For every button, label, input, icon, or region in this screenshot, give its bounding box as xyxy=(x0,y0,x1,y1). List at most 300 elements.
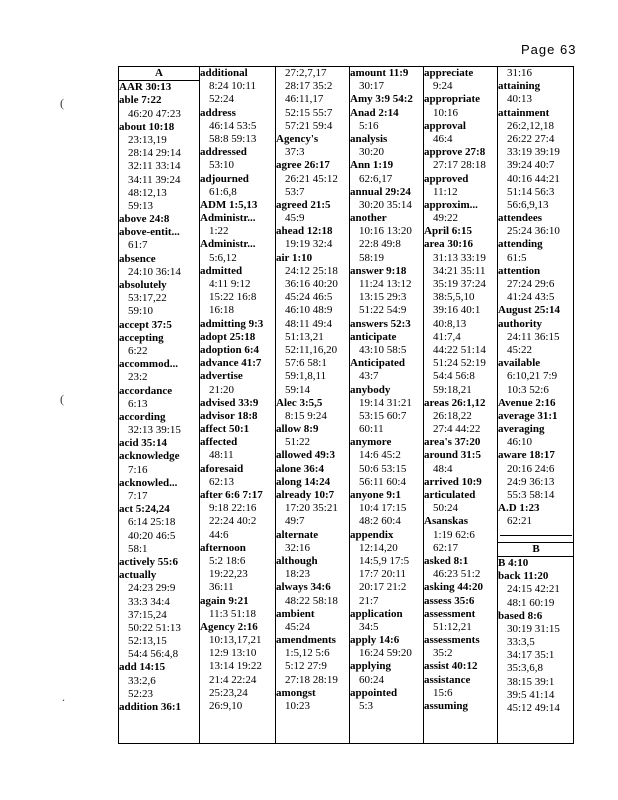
index-reference: 45:24 46:5 xyxy=(285,291,333,304)
page-number: Page 63 xyxy=(521,42,577,57)
index-term: Ann 1:19 xyxy=(350,159,394,172)
index-reference: 59:13 xyxy=(128,199,154,212)
index-term: amount 11:9 xyxy=(350,67,409,79)
index-term: addressed xyxy=(200,146,247,159)
index-term: allow 8:9 xyxy=(276,423,319,436)
index-term: addition 36:1 xyxy=(119,701,182,713)
index-reference: 57:6 58:1 xyxy=(285,357,327,370)
index-reference: 51:13,21 xyxy=(285,330,324,343)
index-reference: 7:17 xyxy=(128,490,148,502)
index-reference: 50:22 51:13 xyxy=(128,621,181,634)
index-reference: 24:12 25:18 xyxy=(285,264,338,277)
index-reference: 27:4 44:22 xyxy=(433,423,481,436)
index-term: adoption 6:4 xyxy=(200,343,259,356)
index-reference: 12:9 13:10 xyxy=(209,647,257,660)
index-term: absence xyxy=(119,252,156,265)
index-term: Agency's xyxy=(276,132,319,145)
index-term: ahead 12:18 xyxy=(276,225,333,238)
index-reference: 59:10 xyxy=(128,305,154,318)
index-reference: 54:4 56:4,8 xyxy=(128,648,179,661)
index-reference: 19:22,23 xyxy=(209,568,248,581)
index-term: another xyxy=(350,212,387,225)
index-reference: 44:6 xyxy=(209,528,229,541)
index-term: add 14:15 xyxy=(119,661,166,674)
index-term: assessments xyxy=(424,634,480,647)
index-reference: 62:17 xyxy=(433,541,459,554)
index-reference: 33:19 39:19 xyxy=(507,146,560,159)
index-term: average 31:1 xyxy=(498,409,558,422)
index-term: according xyxy=(119,410,166,423)
index-reference: 39:24 40:7 xyxy=(507,159,555,172)
index-term: act 5:24,24 xyxy=(119,503,170,516)
index-reference: 21:7 xyxy=(359,594,379,607)
index-reference: 10:3 52:6 xyxy=(507,383,549,396)
index-reference: 51:22 xyxy=(285,436,311,449)
index-column xyxy=(275,67,350,743)
index-reference: 10:4 17:15 xyxy=(359,502,407,515)
index-reference: 35:2 xyxy=(433,647,453,660)
index-reference: 46:10 48:9 xyxy=(285,304,333,317)
index-reference: 35:3,6,8 xyxy=(507,662,544,675)
index-reference: 46:14 53:5 xyxy=(209,119,257,132)
index-term: attending xyxy=(498,238,543,251)
margin-mark: ( xyxy=(60,96,64,110)
index-reference: 61:6,8 xyxy=(209,185,237,198)
index-reference: 51:14 56:3 xyxy=(507,185,555,198)
index-term: Amy 3:9 54:2 xyxy=(350,93,413,106)
index-reference: 39:16 40:1 xyxy=(433,304,481,317)
index-reference: 10:13,17,21 xyxy=(209,634,262,647)
index-term: allowed 49:3 xyxy=(276,449,335,462)
index-reference: 48:22 58:18 xyxy=(285,594,338,607)
index-reference: 27:18 28:19 xyxy=(285,673,338,686)
index-reference: 26:2,12,18 xyxy=(507,119,555,132)
index-reference: 50:24 xyxy=(433,502,459,515)
index-reference: 36:11 xyxy=(209,581,234,594)
index-term: additional xyxy=(200,67,248,79)
index-term: assess 35:6 xyxy=(424,594,475,607)
index-term: area 30:16 xyxy=(424,238,473,251)
index-reference: 14:6 45:2 xyxy=(359,449,401,462)
index-term: again 9:21 xyxy=(200,594,249,607)
index-term: adjourned xyxy=(200,172,249,185)
index-reference: 48:1 60:19 xyxy=(507,596,555,609)
index-reference: 15:22 16:8 xyxy=(209,291,257,304)
index-term: always 34:6 xyxy=(276,581,331,594)
index-reference: 48:2 60:4 xyxy=(359,515,401,528)
index-term: aforesaid xyxy=(200,462,244,475)
index-column xyxy=(119,67,199,743)
index-term: Administr... xyxy=(200,238,256,251)
index-reference: 38:15 39:1 xyxy=(507,675,555,688)
index-term: able 7:22 xyxy=(119,94,162,107)
index-reference: 24:10 36:14 xyxy=(128,265,181,278)
index-reference: 60:24 xyxy=(359,673,385,686)
divider xyxy=(498,529,574,542)
index-term: appropriate xyxy=(424,93,481,106)
index-reference: 15:6 xyxy=(433,686,453,699)
index-term: assessment xyxy=(424,607,476,620)
index-term: absolutely xyxy=(119,279,167,291)
index-reference: 46:4 xyxy=(433,132,453,145)
index-term: around 31:5 xyxy=(424,449,481,462)
index-reference: 27:2,7,17 xyxy=(285,67,327,79)
index-reference: 22:8 49:8 xyxy=(359,238,401,251)
index-reference: 6:10,21 7:9 xyxy=(507,370,558,383)
index-term: alternate xyxy=(276,528,319,541)
index-term: based 8:6 xyxy=(498,609,543,622)
index-reference: 16:24 59:20 xyxy=(359,647,412,660)
index-reference: 34:17 35:1 xyxy=(507,649,555,662)
index-term: area's 37:20 xyxy=(424,436,481,449)
index-reference: 11:3 51:18 xyxy=(209,607,256,620)
index-reference: 62:6,17 xyxy=(359,172,393,185)
index-reference: 31:16 xyxy=(507,67,533,79)
index-reference: 52:23 xyxy=(128,687,154,700)
index-reference: 13:15 29:3 xyxy=(359,291,407,304)
index-term: advance 41:7 xyxy=(200,357,262,370)
index-reference: 26:21 45:12 xyxy=(285,172,338,185)
index-term: advised 33:9 xyxy=(200,396,259,409)
index-reference: 14:5,9 17:5 xyxy=(359,554,410,567)
index-reference: 50:6 53:15 xyxy=(359,462,407,475)
index-reference: 5:2 18:6 xyxy=(209,554,246,567)
index-term: annual 29:24 xyxy=(350,185,411,198)
index-reference: 27:17 28:18 xyxy=(433,159,486,172)
index-reference: 4:11 9:12 xyxy=(209,278,251,290)
index-reference: 53:7 xyxy=(285,185,305,198)
index-term: appendix xyxy=(350,528,394,541)
index-reference: 1:5,12 5:6 xyxy=(285,647,330,660)
index-reference: 45:22 xyxy=(507,343,533,356)
index-reference: 30:17 xyxy=(359,80,385,93)
index-reference: 40:20 46:5 xyxy=(128,529,176,542)
index-term: above-entit... xyxy=(119,226,180,239)
index-term: above 24:8 xyxy=(119,213,170,226)
index-term: Alec 3:5,5 xyxy=(276,396,323,409)
index-reference: 33:3,5 xyxy=(507,636,535,649)
index-reference: 49:22 xyxy=(433,212,459,225)
index-term: approxim... xyxy=(424,198,478,211)
index-reference: 46:11,17 xyxy=(285,93,324,106)
index-reference: 5:12 27:9 xyxy=(285,660,327,673)
index-reference: 32:16 xyxy=(285,541,311,554)
index-reference: 20:16 24:6 xyxy=(507,462,555,475)
index-reference: 45:24 xyxy=(285,620,311,633)
index-reference: 62:13 xyxy=(209,475,235,488)
index-term: aware 18:17 xyxy=(498,449,555,462)
index-reference: 55:3 58:14 xyxy=(507,489,555,501)
index-reference: 48:4 xyxy=(433,462,453,475)
index-term: approval xyxy=(424,119,466,132)
index-term: articulated xyxy=(424,489,476,501)
index-reference: 46:23 51:2 xyxy=(433,568,481,581)
index-reference: 28:17 35:2 xyxy=(285,80,333,93)
index-reference: 41:24 43:5 xyxy=(507,291,555,304)
index-term: afternoon xyxy=(200,541,246,554)
index-reference: 38:5,5,10 xyxy=(433,291,475,304)
index-reference: 43:10 58:5 xyxy=(359,343,407,356)
index-reference: 34:5 xyxy=(359,620,379,633)
index-term: ADM 1:5,13 xyxy=(200,198,258,211)
index-term: available xyxy=(498,357,541,370)
margin-mark: ( xyxy=(60,392,64,406)
index-term: Administr... xyxy=(200,212,256,225)
index-reference: 46:20 47:23 xyxy=(128,107,181,120)
index-reference: 26:18,22 xyxy=(433,409,472,422)
margin-mark: . xyxy=(62,690,65,704)
index-term: assistance xyxy=(424,673,471,686)
index-reference: 16:18 xyxy=(209,304,235,317)
index-reference: 26:22 27:4 xyxy=(507,132,555,145)
index-term: actually xyxy=(119,569,157,582)
index-term: address xyxy=(200,106,236,119)
index-reference: 12:14,20 xyxy=(359,541,398,554)
index-term: affect 50:1 xyxy=(200,423,250,436)
index-column xyxy=(199,67,276,743)
index-term: adopt 25:18 xyxy=(200,330,256,343)
index-reference: 41:7,4 xyxy=(433,330,461,343)
index-reference: 8:15 9:24 xyxy=(285,409,327,422)
index-term: anticipate xyxy=(350,330,397,343)
index-term: answer 9:18 xyxy=(350,264,407,277)
index-reference: 9:18 22:16 xyxy=(209,502,257,515)
index-term: about 10:18 xyxy=(119,120,175,133)
index-reference: 48:11 49:4 xyxy=(285,317,332,330)
index-reference: 24:9 36:13 xyxy=(507,475,555,488)
index-term: appointed xyxy=(350,686,398,699)
index-reference: 9:24 xyxy=(433,80,453,93)
index-reference: 10:16 xyxy=(433,106,459,119)
index-reference: 11:24 13:12 xyxy=(359,278,412,290)
index-reference: 10:23 xyxy=(285,700,311,712)
index-reference: 58:19 xyxy=(359,251,385,264)
section-letter: B xyxy=(498,542,574,557)
index-term: admitted xyxy=(200,264,243,277)
index-reference: 53:10 xyxy=(209,159,235,172)
index-term: accommod... xyxy=(119,358,178,371)
index-term: accept 37:5 xyxy=(119,318,172,331)
index-term: affected xyxy=(200,436,238,449)
index-reference: 58:1 xyxy=(128,542,148,555)
index-reference: 59:18,21 xyxy=(433,383,472,396)
index-term: April 6:15 xyxy=(424,225,472,238)
index-reference: 35:19 37:24 xyxy=(433,278,486,290)
index-reference: 19:19 32:4 xyxy=(285,238,333,251)
index-reference: 39:5 41:14 xyxy=(507,688,555,701)
index-reference: 37:15,24 xyxy=(128,608,167,621)
index-term: apply 14:6 xyxy=(350,634,400,647)
index-term: amendments xyxy=(276,634,336,647)
index-reference: 28:14 29:14 xyxy=(128,147,181,160)
index-reference: 54:4 56:8 xyxy=(433,370,475,383)
index-term: attainment xyxy=(498,106,550,119)
index-term: assuming xyxy=(424,700,469,712)
index-reference: 34:11 39:24 xyxy=(128,173,181,186)
index-term: A.D 1:23 xyxy=(498,502,540,515)
index-term: anybody xyxy=(350,383,391,396)
index-frame xyxy=(118,66,574,744)
index-term: approve 27:8 xyxy=(424,146,486,159)
index-reference: 8:24 10:11 xyxy=(209,80,256,93)
index-reference: 31:13 33:19 xyxy=(433,251,486,264)
index-reference: 21:20 xyxy=(209,383,235,396)
index-reference: 37:3 xyxy=(285,146,305,159)
index-term: along 14:24 xyxy=(276,475,331,488)
index-reference: 23:13,19 xyxy=(128,133,167,146)
index-column xyxy=(423,67,498,743)
index-reference: 23:2 xyxy=(128,371,148,384)
index-reference: 48:12,13 xyxy=(128,186,167,199)
index-term: acid 35:14 xyxy=(119,437,167,450)
index-reference: 5:16 xyxy=(359,119,379,132)
index-reference: 1:22 xyxy=(209,225,229,238)
index-reference: 58:8 59:13 xyxy=(209,132,257,145)
index-reference: 40:16 44:21 xyxy=(507,172,560,185)
index-term: B 4:10 xyxy=(498,556,529,569)
index-term: asked 8:1 xyxy=(424,554,469,567)
index-reference: 7:16 xyxy=(128,463,148,476)
index-reference: 19:14 31:21 xyxy=(359,396,412,409)
index-term: attendees xyxy=(498,212,542,225)
index-reference: 30:20 xyxy=(359,146,385,159)
index-reference: 61:7 xyxy=(128,239,148,252)
index-reference: 6:13 xyxy=(128,397,148,410)
index-reference: 6:14 25:18 xyxy=(128,516,176,529)
index-reference: 24:11 36:15 xyxy=(507,330,560,343)
index-reference: 49:7 xyxy=(285,515,305,528)
index-reference: 62:21 xyxy=(507,515,533,528)
index-term: advisor 18:8 xyxy=(200,409,258,422)
index-term: anyone 9:1 xyxy=(350,489,402,501)
index-reference: 26:9,10 xyxy=(209,700,243,712)
index-reference: 59:14 xyxy=(285,383,311,396)
index-reference: 24:23 29:9 xyxy=(128,582,176,595)
index-reference: 40:13 xyxy=(507,93,533,106)
index-term: accordance xyxy=(119,384,173,397)
index-reference: 13:14 19:22 xyxy=(209,660,262,673)
index-term: applying xyxy=(350,660,391,673)
index-reference: 24:15 42:21 xyxy=(507,583,560,596)
index-reference: 52:13,15 xyxy=(128,635,167,648)
index-reference: 6:22 xyxy=(128,344,148,357)
index-reference: 21:4 22:24 xyxy=(209,673,257,686)
index-term: arrived 10:9 xyxy=(424,475,482,488)
index-term: ambient xyxy=(276,607,315,620)
index-column xyxy=(497,67,574,743)
index-term: attaining xyxy=(498,80,541,93)
index-reference: 30:19 31:15 xyxy=(507,622,560,635)
index-reference: 43:7 xyxy=(359,370,379,383)
index-term: asking 44:20 xyxy=(424,581,483,594)
index-reference: 53:17,22 xyxy=(128,292,167,305)
index-term: answers 52:3 xyxy=(350,317,411,330)
index-term: acknowled... xyxy=(119,476,178,489)
index-column xyxy=(349,67,424,743)
index-reference: 34:21 35:11 xyxy=(433,264,486,277)
index-term: averaging xyxy=(498,423,545,436)
index-reference: 33:3 34:4 xyxy=(128,595,170,608)
index-reference: 10:16 13:20 xyxy=(359,225,412,238)
index-reference: 60:11 xyxy=(359,423,384,436)
index-term: authority xyxy=(498,317,542,330)
index-reference: 48:11 xyxy=(209,449,234,462)
index-reference: 40:8,13 xyxy=(433,317,467,330)
index-reference: 17:20 35:21 xyxy=(285,502,338,515)
index-reference: 17:7 20:11 xyxy=(359,568,406,581)
index-reference: 51:12,21 xyxy=(433,620,472,633)
index-term: appreciate xyxy=(424,67,474,79)
index-term: air 1:10 xyxy=(276,251,313,264)
index-reference: 27:24 29:6 xyxy=(507,278,555,290)
index-reference: 56:6,9,13 xyxy=(507,198,549,211)
index-reference: 30:20 35:14 xyxy=(359,198,412,211)
index-reference: 25:24 36:10 xyxy=(507,225,560,238)
index-term: after 6:6 7:17 xyxy=(200,489,263,501)
index-term: amongst xyxy=(276,686,316,699)
index-reference: 18:23 xyxy=(285,568,311,581)
section-letter: A xyxy=(119,67,199,81)
index-term: actively 55:6 xyxy=(119,555,178,568)
index-term: anymore xyxy=(350,436,392,449)
index-term: Anticipated xyxy=(350,357,405,370)
index-reference: 33:2,6 xyxy=(128,674,156,687)
index-term: Anad 2:14 xyxy=(350,106,399,119)
index-reference: 32:11 33:14 xyxy=(128,160,181,173)
index-reference: 44:22 51:14 xyxy=(433,343,486,356)
index-term: alone 36:4 xyxy=(276,462,324,475)
index-reference: 20:17 21:2 xyxy=(359,581,407,594)
index-term: already 10:7 xyxy=(276,489,335,501)
index-reference: 59:1,8,11 xyxy=(285,370,327,383)
index-reference: 52:15 55:7 xyxy=(285,106,333,119)
index-reference: 45:12 49:14 xyxy=(507,702,560,714)
index-term: Avenue 2:16 xyxy=(498,396,556,409)
index-reference: 46:10 xyxy=(507,436,533,449)
index-term: although xyxy=(276,554,318,567)
index-reference: 57:21 59:4 xyxy=(285,119,333,132)
index-term: agreed 21:5 xyxy=(276,198,331,211)
index-term: assist 40:12 xyxy=(424,660,478,673)
index-reference: 51:22 54:9 xyxy=(359,304,407,317)
index-reference: 61:5 xyxy=(507,251,527,264)
index-reference: 1:19 62:6 xyxy=(433,528,475,541)
index-reference: 5:6,12 xyxy=(209,251,237,264)
index-reference: 56:11 60:4 xyxy=(359,475,406,488)
index-term: areas 26:1,12 xyxy=(424,396,486,409)
index-term: back 11:20 xyxy=(498,570,549,583)
index-term: analysis xyxy=(350,132,388,145)
index-term: approved xyxy=(424,172,469,185)
index-term: acknowledge xyxy=(119,450,180,463)
index-term: attention xyxy=(498,264,541,277)
index-reference: 52:11,16,20 xyxy=(285,343,338,356)
index-term: AAR 30:13 xyxy=(119,81,172,94)
index-reference: 5:3 xyxy=(359,700,374,712)
index-reference: 52:24 xyxy=(209,93,235,106)
index-term: agree 26:17 xyxy=(276,159,330,172)
index-term: Agency 2:16 xyxy=(200,620,258,633)
index-reference: 11:12 xyxy=(433,185,458,198)
index-reference: 25:23,24 xyxy=(209,686,248,699)
index-term: accepting xyxy=(119,331,164,344)
index-term: advertise xyxy=(200,370,243,383)
index-reference: 53:15 60:7 xyxy=(359,409,407,422)
index-term: admitting 9:3 xyxy=(200,317,264,330)
index-reference: 32:13 39:15 xyxy=(128,424,181,437)
index-reference: 36:16 40:20 xyxy=(285,278,338,290)
index-reference: 45:9 xyxy=(285,212,305,225)
